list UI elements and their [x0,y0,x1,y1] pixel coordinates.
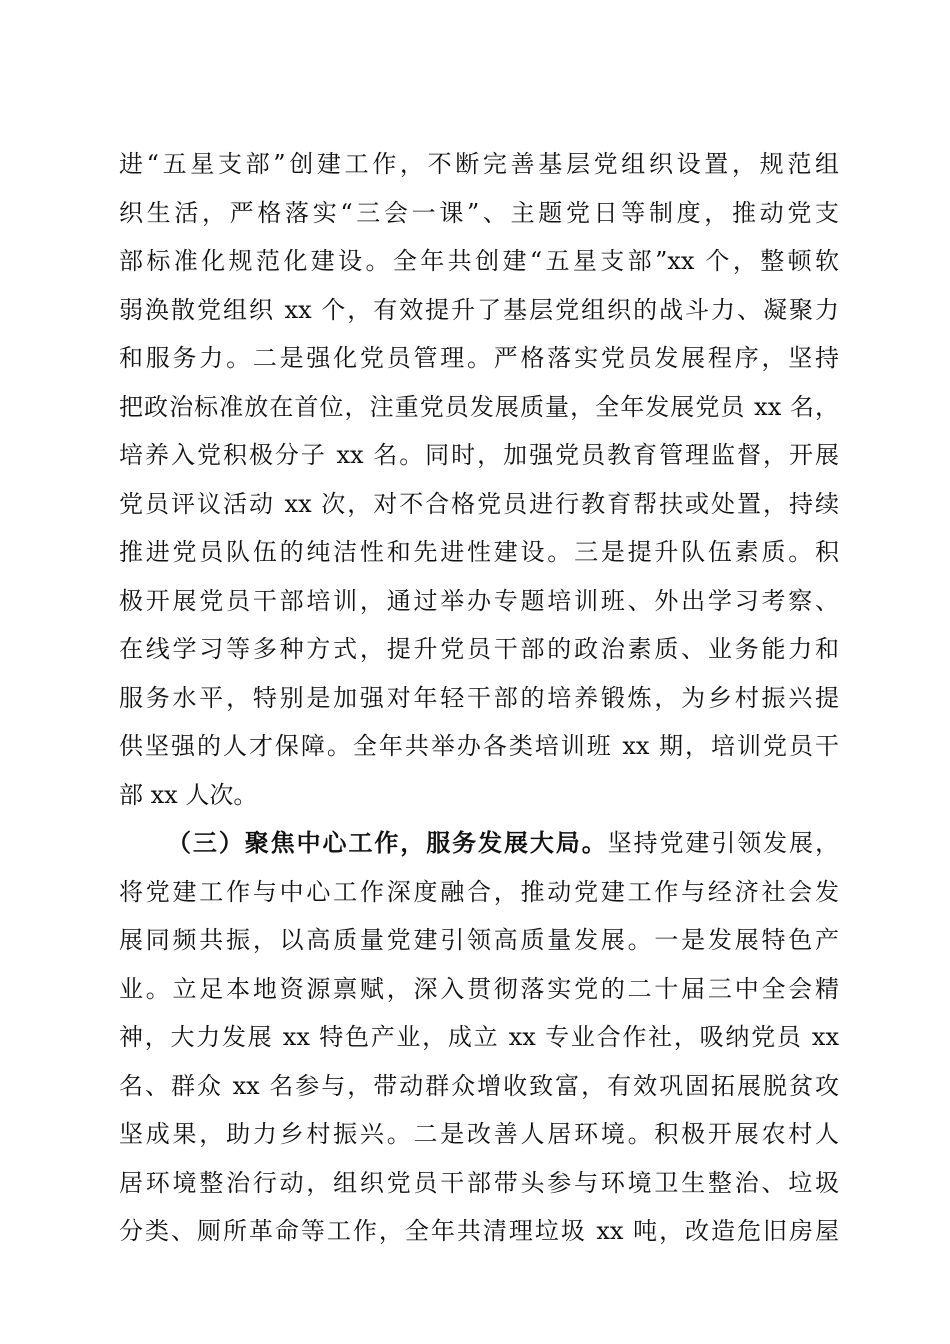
section-first-line [119,819,839,868]
text-line: 部 xx 人次。 [119,780,258,809]
text-line: 名、群众 xx 名参与，带动群众增收致富，有效巩固拓展脱贫攻 [119,1071,839,1100]
section-first-line-text: 坚持党建引领发展， [607,829,839,857]
text-line: 在线学习等多种方式，提升党员干部的政治素质、业务能力和 [119,635,839,663]
text-line: 将党建工作与中心工作深度融合，推动党建工作与经济社会发 [119,877,839,906]
text-line: 弱涣散党组织 xx 个，有效提升了基层党组织的战斗力、凝聚力 [119,295,839,324]
text-line: 进“五星支部”创建工作，不断完善基层党组织设置，规范组 [119,150,839,178]
text-line: 服务水平，特别是加强对年轻干部的培养锻炼，为乡村振兴提 [119,683,839,712]
text-line: 业。立足本地资源禀赋，深入贯彻落实党的二十届三中全会精 [119,974,839,1003]
text-line: 党员评议活动 xx 次，对不合格党员进行教育帮扶或处置，持续 [119,489,839,518]
text-line: 神，大力发展 xx 特色产业，成立 xx 专业合作社，吸纳党员 xx [119,1023,839,1051]
text-line: 培养入党积极分子 xx 名。同时，加强党员教育管理监督，开展 [119,441,839,469]
section-heading: （三）聚焦中心工作，服务发展大局。 [167,828,608,857]
text-line: 分类、厕所革命等工作，全年共清理垃圾 xx 吨，改造危旧房屋 [119,1217,839,1245]
text-line: 把政治标准放在首位，注重党员发展质量，全年发展党员 xx 名， [119,392,839,421]
text-line: 极开展党员干部培训，通过举办专题培训班、外出学习考察、 [119,586,839,615]
text-line: 织生活，严格落实“三会一课”、主题党日等制度，推动党支 [119,198,839,227]
text-line: 供坚强的人才保障。全年共举办各类培训班 xx 期，培训党员干 [119,732,839,760]
body-text [119,140,839,1256]
text-line: 居环境整治行动，组织党员干部带头参与环境卫生整治、垃圾 [119,1168,839,1197]
text-line: 坚成果，助力乡村振兴。二是改善人居环境。积极开展农村人 [119,1120,839,1148]
text-line: 展同频共振，以高质量党建引领高质量发展。一是发展特色产 [119,926,839,954]
text-line: 部标准化规范化建设。全年共创建“五星支部”xx 个，整顿软 [119,247,839,275]
text-line: 推进党员队伍的纯洁性和先进性建设。三是提升队伍素质。积 [119,538,839,566]
text-line: 和服务力。二是强化党员管理。严格落实党员发展程序，坚持 [119,344,839,372]
